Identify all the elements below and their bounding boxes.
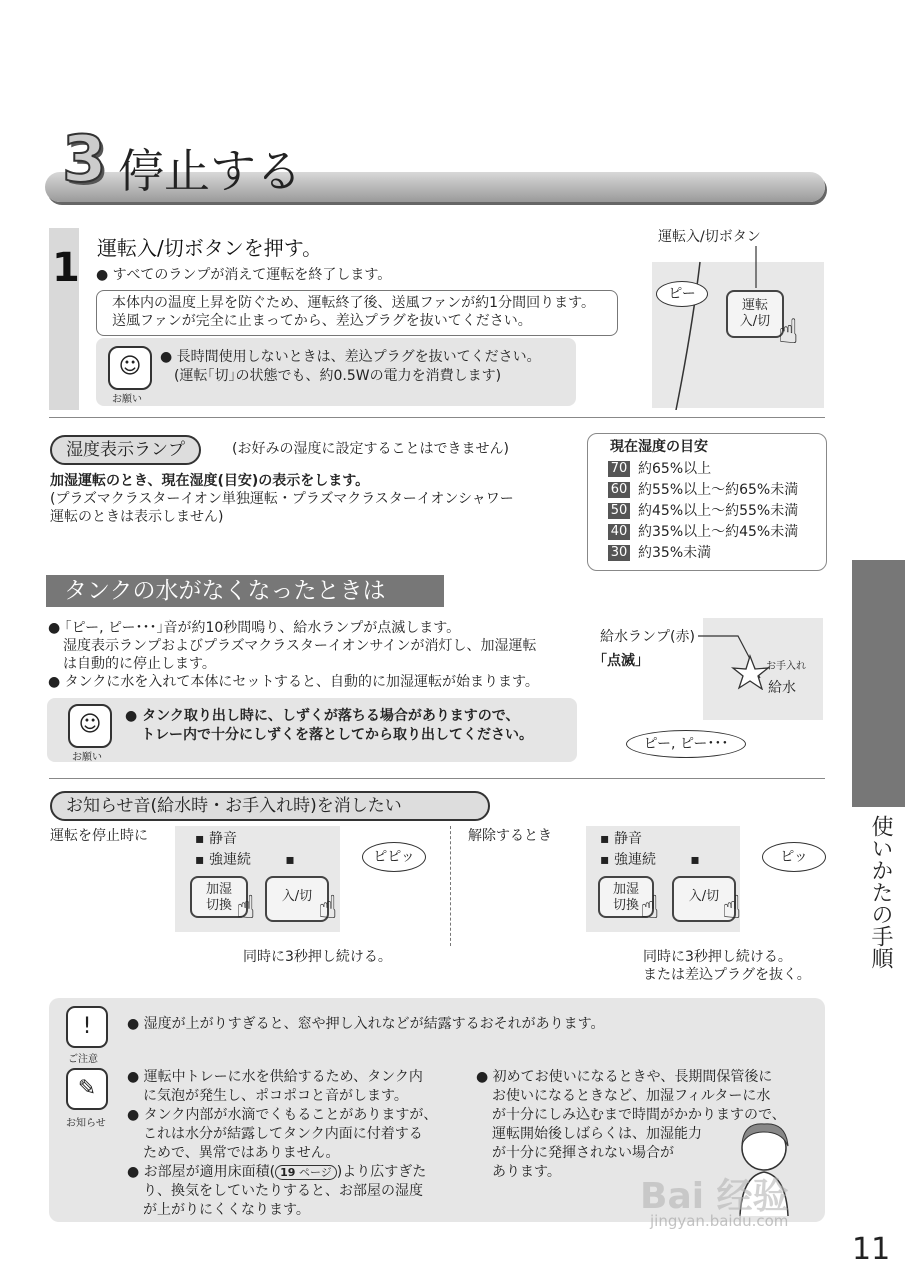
pointing-hand-icon: ☝ — [722, 888, 742, 926]
notify-right-title: 解除するとき — [468, 828, 552, 844]
step-title: 運転入/切ボタンを押す。 — [97, 236, 323, 260]
watermark-logo: Bai 经验 — [640, 1176, 789, 1217]
request-line1: ● 長時間使用しないときは、差込プラグを抜いてください。 — [160, 348, 541, 367]
tank-request-line1: ● タンク取り出し時に、しずくが落ちる場合がありますので、 — [125, 707, 520, 726]
power-button-illus — [726, 290, 784, 338]
info-left-column: ● 運転中トレーに水を供給するため、タンク内 に気泡が発生し、ポコポコと音がします。 ● タンク内部が水滴でくもることがありますが、 これは水分が結露してタンク内面に付着する ためで、異常ではありません。 ● お部屋が適用床面積( 19 ページ )より広すぎた り、換気をしていたりすると、お部屋の湿度 が上がりにくくなります。 — [127, 1068, 437, 1220]
illus-sound-bubble: ピー — [656, 281, 708, 307]
tank-b1-line1: ● ｢ピー, ピー･･･｣音が約10秒間鳴り、給水ランプが点滅します。 — [48, 619, 460, 638]
notify-label: お知らせ音(給水時・お手入れ時)を消したい — [50, 791, 490, 821]
info-ref-line: ● お部屋が適用床面積( 19 ページ )より広すぎた — [127, 1163, 437, 1182]
smile-face-icon: ☺ — [108, 346, 152, 390]
power-button-line1: 運転 — [741, 298, 768, 313]
right-caption-2: または差込プラグを抜く。 — [643, 967, 811, 983]
humidity-row: 70 約65%以上 — [608, 459, 798, 480]
smile-face-icon: ☺ — [68, 704, 112, 748]
illus-label: 運転入/切ボタン — [658, 229, 761, 245]
humid-switch-button-right: 加湿 切換 — [598, 876, 654, 918]
tank-request-label: お願い — [72, 752, 102, 763]
right-sound-bubble: ピッ — [762, 842, 826, 872]
humidity-row: 60 約55%以上～約65%未満 — [608, 480, 798, 501]
tank-b2: ● タンクに水を入れて本体にセットすると、自動的に加湿運転が始まります。 — [48, 673, 539, 692]
dashed-divider — [450, 826, 451, 946]
humidity-lamp-label: 湿度表示ランプ — [50, 435, 201, 465]
pointing-hand-icon: ☝ — [236, 888, 256, 926]
notify-left-title: 運転を停止時に — [50, 828, 148, 844]
lamp-pointer — [690, 620, 770, 690]
power-button-left: 入/切 — [265, 876, 329, 922]
humidity-table-title: 現在湿度の目安 — [610, 439, 708, 455]
caution-text: ● 湿度が上がりすぎると、窓や押し入れなどが結露するおそれがあります。 — [127, 1015, 605, 1034]
lamp-care-label: お手入れ — [766, 661, 806, 672]
left-sound-bubble: ピピッ — [362, 842, 426, 872]
pointing-hand-icon: ☝ — [318, 888, 338, 926]
panel-quiet-right: ▪ 静音 — [600, 831, 642, 847]
info-label: お知らせ — [66, 1118, 106, 1129]
step-note-line1: 本体内の温度上昇を防ぐため、運転終了後、送風ファンが約1分間回ります。 — [112, 295, 595, 311]
left-caption: 同時に3秒押し続ける。 — [243, 949, 392, 965]
humidity-label-note: (お好みの湿度に設定することはできません) — [232, 441, 509, 457]
request-label: お願い — [112, 394, 142, 405]
power-button-right: 入/切 — [672, 876, 736, 922]
page-number: 11 — [852, 1232, 891, 1267]
caution-label: ご注意 — [68, 1054, 98, 1065]
pointing-hand-icon: ☝ — [640, 888, 660, 926]
page-ref: 19 ページ — [275, 1165, 337, 1180]
power-button-line2: 入/切 — [739, 314, 771, 329]
humidity-row: 40 約35%以上～約45%未満 — [608, 522, 798, 543]
humidity-row: 30 約35%未満 — [608, 543, 798, 564]
humidity-row: 50 約45%以上～約55%未満 — [608, 501, 798, 522]
panel-quiet-left: ▪ 静音 — [195, 831, 237, 847]
request-line2: (運転｢切｣の状態でも、約0.5Wの電力を消費します) — [174, 368, 502, 384]
page-title: 停止する — [118, 144, 302, 198]
step-note-line2: 送風ファンが完全に止まってから、差込プラグを抜いてください。 — [112, 313, 532, 329]
info-right-column: ● 初めてお使いになるときや、長期間保管後に お使いになるときなど、加湿フィルターに水 が十分にしみ込むまで時間がかかりますので、 運転開始後しばらくは、加湿能力 が十分に発揮されない場合が あります。 — [476, 1068, 786, 1182]
caution-icon: ! — [66, 1006, 108, 1048]
step-number: 1 — [52, 245, 80, 291]
side-tab-label: 使いかたの手順 — [868, 815, 893, 969]
pointing-hand-icon: ☝ — [778, 312, 799, 352]
humidity-desc-line2: (プラズマクラスターイオン単独運転・プラズマクラスターイオンシャワー — [50, 491, 514, 507]
side-tab — [852, 560, 905, 807]
humidity-desc-bold: 加湿運転のとき、現在湿度(目安)の表示をします。 — [50, 473, 370, 489]
divider — [49, 778, 825, 779]
panel-strong-left: ▪ 強連続 ▪ — [195, 852, 295, 868]
right-caption-1: 同時に3秒押し続ける。 — [643, 949, 792, 965]
tank-sound-bubble: ピー, ピー･･･ — [626, 730, 746, 758]
watermark-url: jingyan.baidu.com — [650, 1212, 789, 1230]
tank-b1-line3: は自動的に停止します。 — [63, 656, 216, 672]
lamp-label: 給水ランプ(赤) — [600, 629, 695, 645]
humidity-desc-line3: 運転のときは表示しません) — [50, 509, 224, 525]
step-bullet: ● すべてのランプが消えて運転を終了します。 — [96, 266, 391, 285]
tank-b1-line2: 湿度表示ランプおよびプラズマクラスターイオンサインが消灯し、加湿運転 — [63, 638, 537, 654]
humid-switch-button-left: 加湿 切換 — [190, 876, 248, 918]
lamp-water-label: 給水 — [768, 680, 796, 696]
tank-heading: タンクの水がなくなったときは — [46, 575, 444, 607]
divider — [49, 417, 825, 418]
lamp-state: ｢点滅｣ — [600, 653, 642, 669]
pencil-icon: ✎ — [66, 1068, 108, 1110]
tank-request-line2: トレー内で十分にしずくを落としてから取り出してください。 — [141, 727, 533, 743]
section-number: 3 — [62, 123, 107, 197]
humidity-rows — [608, 459, 798, 564]
panel-strong-right: ▪ 強連続 ▪ — [600, 852, 700, 868]
